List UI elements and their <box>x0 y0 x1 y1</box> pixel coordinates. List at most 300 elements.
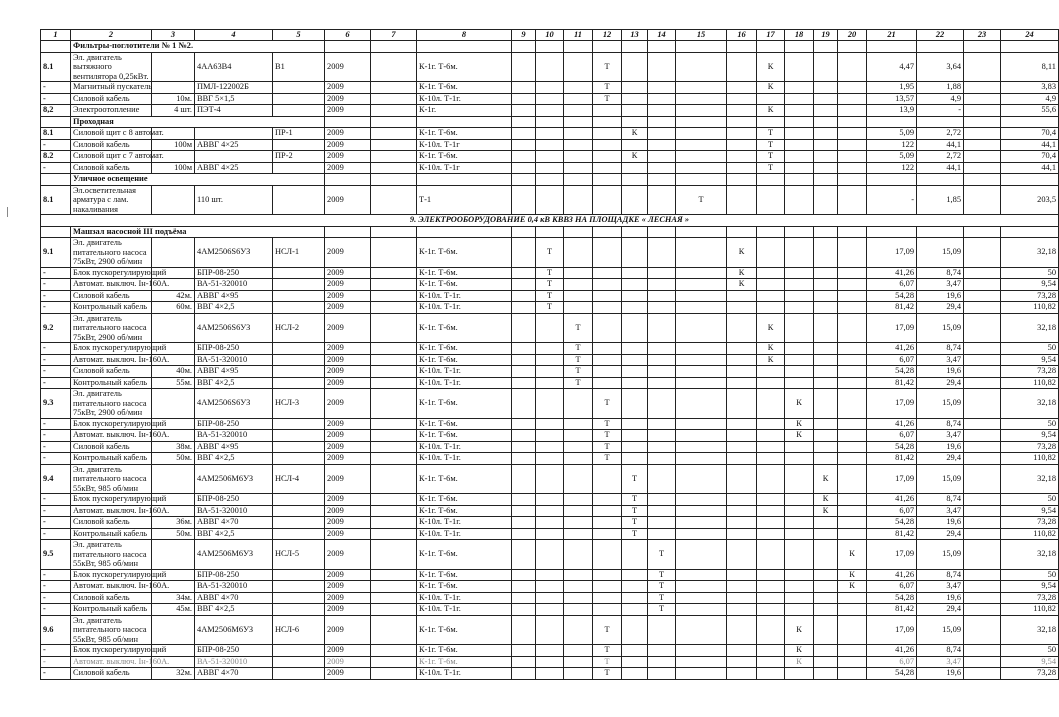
value-repair: 8,74 <box>917 645 964 657</box>
month-cell <box>757 185 785 215</box>
empty-cell <box>371 441 417 453</box>
month-cell <box>814 313 838 343</box>
empty-cell <box>371 238 417 268</box>
month-cell <box>536 645 564 657</box>
month-cell <box>593 592 622 604</box>
empty-cell <box>371 592 417 604</box>
item-year: 2009 <box>325 105 371 117</box>
column-number: 19 <box>814 30 838 41</box>
empty-cell <box>512 668 536 680</box>
month-cell: Т <box>648 569 676 581</box>
month-cell <box>814 389 838 419</box>
month-cell <box>757 540 785 570</box>
month-cell <box>676 313 727 343</box>
month-cell <box>564 82 593 94</box>
month-cell <box>814 418 838 430</box>
empty-cell <box>593 116 622 128</box>
month-cell <box>593 128 622 140</box>
month-cell <box>536 656 564 668</box>
month-cell <box>622 668 648 680</box>
empty-cell <box>964 52 1001 82</box>
empty-cell <box>512 604 536 616</box>
item-code: 9.3 <box>41 389 71 419</box>
item-type: АВВГ 4×70 <box>195 592 273 604</box>
month-cell <box>593 464 622 494</box>
month-cell <box>593 366 622 378</box>
month-cell <box>564 418 593 430</box>
item-type: 4АМ2506S6УЗ <box>195 238 273 268</box>
section-row <box>41 41 1059 53</box>
item-name: Эл. двигатель питательного насоса 75кВт, 2900 об/мин <box>71 238 152 268</box>
month-cell <box>676 528 727 540</box>
item-type: ВА-51-320010 <box>195 656 273 668</box>
item-code: 9.6 <box>41 615 71 645</box>
item-type: БПР-08-250 <box>195 569 273 581</box>
month-cell <box>564 238 593 268</box>
value-total: 50 <box>1001 418 1059 430</box>
value-repair: 29,4 <box>917 453 964 465</box>
empty-cell <box>536 226 564 238</box>
month-cell <box>593 377 622 389</box>
month-cell <box>814 354 838 366</box>
month-cell: Т <box>593 453 622 465</box>
item-name: Контрольный кабель <box>71 302 152 314</box>
empty-cell <box>512 82 536 94</box>
value-repair: 44,1 <box>917 139 964 151</box>
month-cell: К <box>785 615 814 645</box>
section-title: Машзал насосной III подъёма <box>71 226 325 238</box>
month-cell <box>564 128 593 140</box>
item-year: 2009 <box>325 505 371 517</box>
value-labor: 122 <box>867 162 917 174</box>
month-cell <box>727 377 757 389</box>
month-cell <box>536 464 564 494</box>
month-cell <box>676 604 727 616</box>
empty-cell <box>964 279 1001 291</box>
item-quantity: 32м. <box>152 668 195 680</box>
item-name: Блок пускорегулирующий <box>71 494 152 506</box>
month-cell <box>622 581 648 593</box>
maintenance-schedule: К-10л. Т-1г. <box>417 441 512 453</box>
maintenance-schedule: К-1г. Т-6м. <box>417 279 512 291</box>
month-cell <box>593 528 622 540</box>
month-cell <box>785 238 814 268</box>
month-cell <box>676 52 727 82</box>
empty-cell <box>371 343 417 355</box>
empty-cell <box>964 464 1001 494</box>
maintenance-schedule: К-1г. Т-6м. <box>417 645 512 657</box>
item-mark <box>273 354 325 366</box>
empty-cell <box>512 366 536 378</box>
empty-cell <box>371 139 417 151</box>
item-mark <box>273 528 325 540</box>
month-cell <box>593 267 622 279</box>
item-year: 2009 <box>325 441 371 453</box>
item-year: 2009 <box>325 418 371 430</box>
item-mark <box>273 418 325 430</box>
month-cell <box>593 185 622 215</box>
maintenance-schedule: К-1г. Т-6м. <box>417 354 512 366</box>
empty-cell <box>964 238 1001 268</box>
table-row <box>41 366 1059 378</box>
month-cell <box>814 128 838 140</box>
table-row <box>41 569 1059 581</box>
month-cell <box>727 464 757 494</box>
month-cell <box>564 615 593 645</box>
month-cell <box>564 139 593 151</box>
month-cell <box>814 366 838 378</box>
month-cell <box>622 139 648 151</box>
month-cell: К <box>814 464 838 494</box>
month-cell: Т <box>757 151 785 163</box>
item-name: Эл.осветительная арматура с лам. накаливания <box>71 185 152 215</box>
month-cell <box>536 52 564 82</box>
month-cell <box>814 162 838 174</box>
month-cell <box>676 592 727 604</box>
month-cell <box>814 302 838 314</box>
month-cell <box>648 343 676 355</box>
month-cell <box>536 441 564 453</box>
item-name: Силовой кабель <box>71 93 152 105</box>
column-number: 11 <box>564 30 593 41</box>
month-cell <box>757 668 785 680</box>
maintenance-schedule: К-1г. Т-6м. <box>417 540 512 570</box>
item-year: 2009 <box>325 162 371 174</box>
month-cell <box>593 279 622 291</box>
month-cell <box>676 279 727 291</box>
month-cell <box>838 453 867 465</box>
item-name: Силовой кабель <box>71 162 152 174</box>
month-cell <box>593 302 622 314</box>
value-labor: - <box>867 185 917 215</box>
value-total: 110,82 <box>1001 377 1059 389</box>
month-cell <box>536 82 564 94</box>
value-total: 73,28 <box>1001 592 1059 604</box>
month-cell: К <box>757 82 785 94</box>
month-cell <box>814 517 838 529</box>
month-cell <box>785 343 814 355</box>
month-cell <box>785 302 814 314</box>
value-labor: 17,09 <box>867 464 917 494</box>
column-number: 20 <box>838 30 867 41</box>
value-total: 3,83 <box>1001 82 1059 94</box>
month-cell <box>785 464 814 494</box>
item-quantity: 34м. <box>152 592 195 604</box>
empty-cell <box>964 93 1001 105</box>
value-repair: 2,72 <box>917 151 964 163</box>
maintenance-schedule: К-10л. Т-1г. <box>417 592 512 604</box>
month-cell <box>564 656 593 668</box>
item-type: АВВГ 4×25 <box>195 162 273 174</box>
month-cell <box>564 517 593 529</box>
value-total: 32,18 <box>1001 238 1059 268</box>
value-labor: 54,28 <box>867 290 917 302</box>
month-cell <box>648 313 676 343</box>
empty-cell <box>512 569 536 581</box>
item-type: ВВГ 4×2,5 <box>195 453 273 465</box>
item-quantity <box>152 464 195 494</box>
month-cell <box>757 604 785 616</box>
empty-cell <box>964 82 1001 94</box>
item-quantity: 50м. <box>152 453 195 465</box>
item-code: - <box>41 569 71 581</box>
month-cell <box>622 313 648 343</box>
empty-cell <box>727 174 757 186</box>
empty-cell <box>325 41 371 53</box>
item-name: Силовой кабель <box>71 517 152 529</box>
month-cell <box>622 343 648 355</box>
month-cell <box>785 105 814 117</box>
value-total: 32,18 <box>1001 313 1059 343</box>
code-cell <box>41 226 71 238</box>
month-cell <box>727 517 757 529</box>
month-cell <box>676 354 727 366</box>
month-cell <box>814 185 838 215</box>
month-cell <box>564 290 593 302</box>
value-repair: 19,6 <box>917 517 964 529</box>
item-type: 4АМ2506S6УЗ <box>195 389 273 419</box>
month-cell: Т <box>593 441 622 453</box>
chapter-title-row <box>41 215 1059 227</box>
month-cell <box>648 267 676 279</box>
item-quantity: 38м. <box>152 441 195 453</box>
empty-cell <box>867 116 917 128</box>
month-cell <box>676 238 727 268</box>
month-cell: К <box>757 354 785 366</box>
month-cell <box>838 441 867 453</box>
empty-cell <box>512 645 536 657</box>
empty-cell <box>814 226 838 238</box>
empty-cell <box>512 418 536 430</box>
empty-cell <box>512 430 536 442</box>
month-cell <box>757 528 785 540</box>
value-total: 73,28 <box>1001 290 1059 302</box>
month-cell <box>757 377 785 389</box>
value-repair: 3,47 <box>917 656 964 668</box>
empty-cell <box>371 52 417 82</box>
empty-cell <box>512 93 536 105</box>
empty-cell <box>964 377 1001 389</box>
month-cell <box>536 105 564 117</box>
value-repair: 15,09 <box>917 313 964 343</box>
item-code: 9.5 <box>41 540 71 570</box>
item-year: 2009 <box>325 464 371 494</box>
month-cell <box>838 389 867 419</box>
month-cell <box>564 569 593 581</box>
table-row <box>41 377 1059 389</box>
value-labor: 41,26 <box>867 418 917 430</box>
empty-cell <box>867 226 917 238</box>
month-cell <box>814 151 838 163</box>
empty-cell <box>964 343 1001 355</box>
empty-cell <box>622 174 648 186</box>
item-type <box>195 128 273 140</box>
item-name: Силовой кабель <box>71 668 152 680</box>
empty-cell <box>593 41 622 53</box>
month-cell <box>648 105 676 117</box>
month-cell: К <box>757 313 785 343</box>
month-cell: Т <box>564 366 593 378</box>
item-name: Электроотопление <box>71 105 152 117</box>
value-labor: 17,09 <box>867 615 917 645</box>
month-cell: К <box>727 279 757 291</box>
month-cell <box>648 656 676 668</box>
month-cell <box>536 668 564 680</box>
month-cell <box>622 656 648 668</box>
month-cell <box>785 668 814 680</box>
month-cell <box>593 151 622 163</box>
month-cell <box>564 453 593 465</box>
month-cell <box>536 494 564 506</box>
value-labor: 17,09 <box>867 389 917 419</box>
item-year: 2009 <box>325 279 371 291</box>
empty-cell <box>512 52 536 82</box>
month-cell <box>648 464 676 494</box>
maintenance-schedule: К-10л. Т-1г. <box>417 302 512 314</box>
column-number: 17 <box>757 30 785 41</box>
maintenance-schedule: К-10л. Т-1г. <box>417 528 512 540</box>
item-type: ВВГ 4×2,5 <box>195 604 273 616</box>
section-row <box>41 174 1059 186</box>
month-cell <box>785 290 814 302</box>
value-repair: 44,1 <box>917 162 964 174</box>
empty-cell <box>964 174 1001 186</box>
maintenance-schedule: К-10л. Т-1г. <box>417 366 512 378</box>
month-cell <box>785 441 814 453</box>
column-number: 14 <box>648 30 676 41</box>
month-cell <box>564 279 593 291</box>
month-cell <box>622 185 648 215</box>
month-cell <box>536 604 564 616</box>
item-type: 4АМ2506М6УЗ <box>195 540 273 570</box>
item-year: 2009 <box>325 82 371 94</box>
table-row <box>41 185 1059 215</box>
month-cell: К <box>838 569 867 581</box>
empty-cell <box>371 174 417 186</box>
value-total: 203,5 <box>1001 185 1059 215</box>
empty-cell <box>371 93 417 105</box>
month-cell: Т <box>757 128 785 140</box>
item-year: 2009 <box>325 656 371 668</box>
month-cell <box>814 343 838 355</box>
table-row <box>41 418 1059 430</box>
empty-cell <box>1001 41 1059 53</box>
value-total: 50 <box>1001 343 1059 355</box>
empty-cell <box>512 238 536 268</box>
month-cell <box>757 592 785 604</box>
value-labor: 5,09 <box>867 151 917 163</box>
empty-cell <box>371 645 417 657</box>
item-quantity <box>152 185 195 215</box>
item-code: - <box>41 656 71 668</box>
month-cell: Т <box>564 377 593 389</box>
item-year: 2009 <box>325 453 371 465</box>
value-repair: 19,6 <box>917 668 964 680</box>
table-row <box>41 528 1059 540</box>
table-row <box>41 343 1059 355</box>
month-cell <box>838 151 867 163</box>
maintenance-schedule: К-1г. Т-6м. <box>417 128 512 140</box>
item-quantity: 50м. <box>152 528 195 540</box>
item-type: АВВГ 4×95 <box>195 366 273 378</box>
empty-cell <box>964 528 1001 540</box>
month-cell <box>593 604 622 616</box>
month-cell <box>536 343 564 355</box>
month-cell: Т <box>593 389 622 419</box>
empty-cell <box>512 354 536 366</box>
column-number: 5 <box>273 30 325 41</box>
item-name: Блок пускорегулирующий <box>71 645 152 657</box>
empty-cell <box>371 162 417 174</box>
item-type: БПР-08-250 <box>195 267 273 279</box>
chapter-title: 9. ЭЛЕКТРООБОРУДОВАНИЕ 0,4 кВ КВВЗ НА ПЛОЩАДКЕ « ЛЕСНАЯ » <box>41 215 1059 227</box>
empty-cell <box>564 174 593 186</box>
value-repair: 3,64 <box>917 52 964 82</box>
empty-cell <box>371 540 417 570</box>
maintenance-schedule: К-1г. Т-6м. <box>417 313 512 343</box>
empty-cell <box>593 226 622 238</box>
empty-cell <box>964 505 1001 517</box>
table-row <box>41 441 1059 453</box>
item-quantity <box>152 238 195 268</box>
column-number: 10 <box>536 30 564 41</box>
month-cell <box>838 290 867 302</box>
month-cell <box>757 267 785 279</box>
month-cell <box>622 430 648 442</box>
month-cell <box>564 267 593 279</box>
month-cell <box>622 52 648 82</box>
empty-cell <box>757 226 785 238</box>
column-number: 3 <box>152 30 195 41</box>
item-type: ВВГ 4×2,5 <box>195 528 273 540</box>
month-cell <box>564 592 593 604</box>
scan-edge-mark <box>7 207 8 217</box>
item-name: Контрольный кабель <box>71 528 152 540</box>
value-labor: 81,42 <box>867 528 917 540</box>
item-code: 9.1 <box>41 238 71 268</box>
value-labor: 81,42 <box>867 604 917 616</box>
month-cell <box>648 615 676 645</box>
value-repair: 8,74 <box>917 267 964 279</box>
month-cell <box>727 569 757 581</box>
empty-cell <box>371 389 417 419</box>
table-row <box>41 52 1059 82</box>
empty-cell <box>512 41 536 53</box>
month-cell <box>676 366 727 378</box>
column-number: 16 <box>727 30 757 41</box>
maintenance-schedule: К-1г. Т-6м. <box>417 656 512 668</box>
value-labor: 41,26 <box>867 569 917 581</box>
month-cell <box>676 494 727 506</box>
item-mark: НСЛ-1 <box>273 238 325 268</box>
month-cell <box>814 238 838 268</box>
month-cell <box>622 105 648 117</box>
month-cell <box>785 185 814 215</box>
item-mark <box>273 290 325 302</box>
value-repair: 3,47 <box>917 354 964 366</box>
month-cell <box>727 128 757 140</box>
value-labor: 6,07 <box>867 354 917 366</box>
item-year: 2009 <box>325 517 371 529</box>
item-year: 2009 <box>325 569 371 581</box>
item-year: 2009 <box>325 389 371 419</box>
value-repair: 29,4 <box>917 377 964 389</box>
value-labor: 6,07 <box>867 430 917 442</box>
item-code: - <box>41 592 71 604</box>
item-code: - <box>41 505 71 517</box>
month-cell: Т <box>564 343 593 355</box>
item-type: 4АМ2506S6УЗ <box>195 313 273 343</box>
